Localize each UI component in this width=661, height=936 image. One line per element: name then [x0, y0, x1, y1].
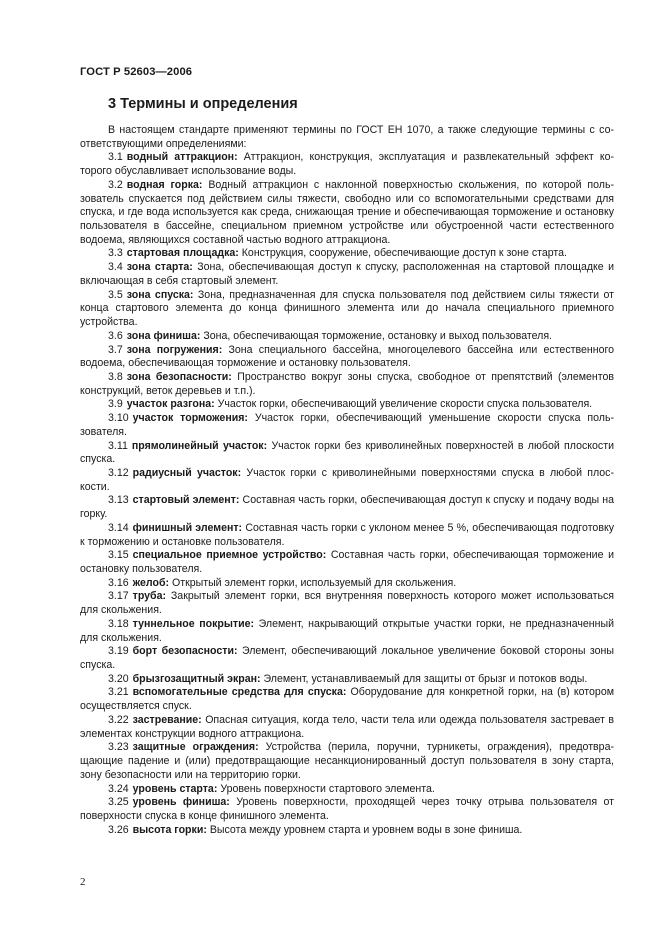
term-entry [80, 289, 614, 330]
term-definition: Опасная ситуация, когда тело, части тела или одежда пользователя застревает в элементах конструкции водного аттракциона. [80, 713, 614, 740]
term-number: 3.3 [108, 247, 123, 260]
term-definition: Оборудование для конкретной горки, на (в) котором осуществляется спуск. [80, 686, 614, 713]
term-definition: Высота между уровнем старта и уровнем воды в зоне финиша. [209, 823, 523, 836]
term-definition: Устройства (перила, поручни, турникеты, ограждения), предотвращающие падение и (или) предотвращающие несанкционированный доступ пользователя в зону старта, зону безопасности или на территорию горки. [80, 741, 614, 781]
term-number: 3.25 [108, 796, 129, 809]
term-number: 3.1 [108, 151, 123, 164]
term-name: зона финиша: [126, 329, 201, 342]
term-entry [80, 824, 614, 838]
term-number: 3.24 [108, 782, 129, 795]
term-name: уровень финиша: [132, 796, 230, 809]
term-number: 3.26 [108, 823, 129, 836]
term-name: труба: [132, 590, 166, 603]
term-definition: Элемент, накрывающий открытые участки горки, не предназначенный для скольжения. [80, 617, 614, 644]
term-name: водный аттракцион: [126, 151, 238, 164]
term-number: 3.21 [108, 686, 129, 699]
term-number: 3.9 [108, 398, 123, 411]
term-definition: Зона специального бассейна, многоцелевого бассейна или естественного водоема, обеспечивающая торможение и остановку пользователя. [80, 343, 614, 370]
term-name: стартовый элемент: [132, 494, 240, 507]
term-name: участок торможения: [132, 412, 248, 425]
term-number: 3.4 [108, 261, 123, 274]
term-name: борт безопасности: [132, 645, 238, 658]
term-definition: Зона, предназначенная для спуска пользователя под действием силы тяжести от конца стартового элемента до конца финишного элемента или до начала специального приемного устройства. [80, 288, 614, 329]
term-definition: Зона, обеспечивающая доступ к спуску, расположенная на стартовой площадке и включающая в себя стартовый элемент. [80, 261, 614, 287]
term-definition: Элемент, обеспечивающий локальное увеличение боковой стороны зоны спуска. [80, 645, 614, 672]
term-name: брызгозащитный экран: [132, 672, 261, 685]
term-entry [80, 686, 614, 713]
term-name: зона безопасности: [126, 370, 232, 383]
term-definition: Уровень поверхности стартового элемента. [220, 782, 435, 795]
term-number: 3.5 [108, 288, 123, 301]
term-entry [80, 714, 614, 741]
term-entry [80, 783, 614, 797]
term-number: 3.16 [108, 576, 129, 589]
term-number: 3.17 [108, 590, 129, 603]
term-entry [80, 261, 614, 288]
term-number: 3.7 [108, 343, 123, 356]
term-entry [80, 330, 614, 344]
term-definition: Составная часть горки, обеспечивающая торможение и остановку пользователя. [80, 549, 614, 575]
term-number: 3.15 [108, 549, 129, 562]
term-definition: Участок горки с криволинейными поверхностями спуска в любой плоскости. [80, 466, 614, 493]
term-name: участок разгона: [126, 398, 215, 411]
term-entry [80, 673, 614, 687]
term-entry [80, 522, 614, 549]
term-entry [80, 440, 614, 467]
term-definition: Пространство вокруг зоны спуска, свободное от препятствий (элементов конструкций, веток деревьев и т.п.). [80, 370, 615, 397]
term-name: финишный элемент: [132, 521, 243, 534]
term-definition: Аттракцион, конструкция, эксплуатация и развлекательный эффект которого обуславливает использование воды. [80, 151, 614, 178]
term-number: 3.6 [108, 329, 123, 342]
term-definition: Закрытый элемент горки, вся внутренняя поверхность которого может использоваться для скольжения. [80, 590, 614, 617]
term-entry [80, 741, 614, 782]
term-name: прямолинейный участок: [131, 439, 268, 452]
term-definition: Конструкция, сооружение, обеспечивающие доступ к зоне старта. [241, 247, 567, 260]
term-entry [80, 796, 614, 823]
term-name: уровень старта: [132, 782, 218, 795]
term-number: 3.12 [108, 466, 129, 479]
term-entry [80, 549, 614, 576]
term-entry [80, 412, 614, 439]
term-definition: Участок горки, обеспечивающий уменьшение скорости спуска пользователя. [80, 412, 614, 438]
term-definition: Составная часть горки с уклоном менее 5 %, обеспечивающая подготовку к торможению и остановке пользователя. [80, 521, 615, 548]
term-name: защитные ограждения: [132, 741, 259, 754]
term-definition: Открытый элемент горки, используемый для скольжения. [171, 576, 457, 589]
term-number: 3.20 [108, 672, 129, 685]
term-number: 3.18 [108, 617, 129, 630]
section-title: 3 Термины и определения [108, 96, 298, 112]
term-entry [80, 179, 614, 248]
term-number: 3.2 [108, 178, 123, 191]
term-number: 3.13 [108, 494, 129, 507]
term-definition: Зона, обеспечивающая торможение, остановку и выход пользователя. [203, 329, 553, 342]
term-entry [80, 151, 614, 178]
term-number: 3.23 [108, 741, 129, 754]
term-name: высота горки: [132, 823, 207, 836]
term-definition: Составная часть горки, обеспечивающая доступ к спуску и подачу воды на горку. [80, 494, 614, 521]
intro-paragraph: В настоящем стандарте применяют термины по ГОСТ ЕН 1070, а также следующие термины с соответствующими определениями: [80, 124, 614, 150]
term-number: 3.14 [108, 521, 129, 534]
term-entry [80, 645, 614, 672]
term-entry [80, 247, 614, 261]
term-name: вспомогательные средства для спуска: [132, 686, 347, 699]
term-name: специальное приемное устройство: [132, 549, 327, 562]
term-entry [80, 344, 614, 371]
term-name: туннельное покрытие: [132, 617, 255, 630]
term-name: зона старта: [126, 261, 193, 274]
term-name: желоб: [132, 576, 170, 589]
term-entry [80, 494, 614, 521]
terms-list [80, 151, 614, 837]
document-body [80, 124, 614, 837]
term-definition: Уровень поверхности, проходящей через точку отрыва пользователя от поверхности спуска в конце финишного элемента. [80, 796, 615, 822]
term-number: 3.22 [108, 713, 129, 726]
page-number: 2 [80, 876, 86, 888]
term-entry [80, 467, 614, 494]
term-name: водная горка: [126, 178, 203, 191]
term-entry [80, 371, 614, 398]
term-entry [80, 590, 614, 617]
term-entry [80, 618, 614, 645]
term-name: зона спуска: [126, 288, 194, 301]
term-entry [80, 577, 614, 591]
term-definition: Участок горки без криволинейных поверхностей в любой плоскости спуска. [80, 439, 614, 466]
term-name: стартовая площадка: [126, 247, 239, 260]
document-header: ГОСТ Р 52603—2006 [80, 66, 193, 78]
term-definition: Элемент, устанавливаемый для защиты от брызг и потоков воды. [263, 672, 588, 685]
term-entry [80, 398, 614, 412]
term-number: 3.11 [108, 439, 128, 452]
term-number: 3.10 [108, 412, 129, 425]
term-name: застревание: [132, 713, 202, 726]
term-definition: Участок горки, обеспечивающий увеличение скорости спуска пользователя. [217, 398, 593, 411]
term-definition: Водный аттракцион с наклонной поверхностью скольжения, по которой пользователь спускается под действием силы тяжести, свободно или со вспомогательными средствами для спуска, и где вода используется как среда, снижающая трение и обеспечивающая торможение и остановку пользователя в бассейне, специальном приемном устройстве или обустроенной части естественного водоема, являющихся составной частью водного аттракциона. [80, 178, 615, 246]
term-number: 3.8 [108, 370, 123, 383]
term-name: зона погружения: [126, 343, 223, 356]
term-name: радиусный участок: [132, 466, 242, 479]
term-number: 3.19 [108, 645, 129, 658]
